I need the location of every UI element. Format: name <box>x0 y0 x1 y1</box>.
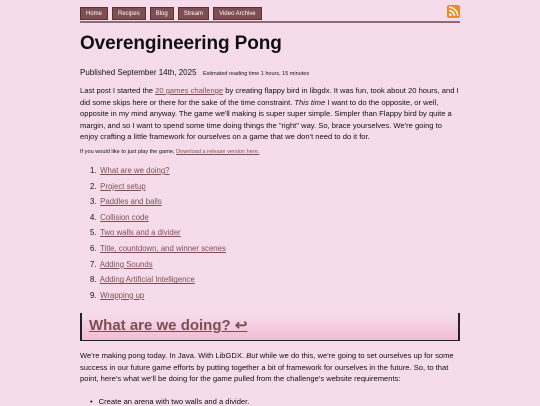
intro-paragraph <box>80 85 460 143</box>
section-paragraph <box>80 350 460 385</box>
toc-link[interactable]: What are we doing? <box>100 166 170 175</box>
top-nav <box>80 7 460 23</box>
intro-text-1: Last post I started the <box>80 86 156 95</box>
toc-link[interactable]: Adding Sounds <box>99 259 153 269</box>
nav-buttons <box>80 7 460 20</box>
toc-item: 8. Adding Artificial Intelligence <box>90 275 195 285</box>
nav-stream[interactable]: Stream <box>178 7 209 20</box>
section-heading-link[interactable]: What are we doing? ↩ <box>89 317 248 334</box>
download-link[interactable]: Download a release version here. <box>176 149 260 155</box>
toc-item: 6. Title, countdown, and winner scenes <box>90 243 226 253</box>
section-heading <box>80 313 460 341</box>
challenge-link[interactable]: 20 games challenge <box>155 86 224 95</box>
toc-link[interactable]: Adding Artificial Intelligence <box>99 275 195 285</box>
nav-recipes[interactable]: Recipes <box>112 7 146 20</box>
nav-blog[interactable]: Blog <box>150 7 174 20</box>
intro-emphasis: This time <box>294 97 326 107</box>
toc-item: 4. Collision code <box>90 212 149 222</box>
nav-video-archive[interactable]: Video Archive <box>213 7 262 20</box>
list-item: • Create an arena with two walls and a divider. <box>90 397 249 406</box>
reading-time: Estimated reading time 1 hours, 15 minutes <box>202 71 310 77</box>
toc-link[interactable]: Title, countdown, and winner scenes <box>100 243 226 253</box>
toc-link[interactable]: Two walls and a divider <box>100 228 181 238</box>
toc-item: 1. What are we doing? <box>90 166 170 175</box>
toc-item: 7. Adding Sounds <box>90 259 153 269</box>
play-note-text: If you would like to just play the game, <box>80 149 177 155</box>
toc-item: 9. Wrapping up <box>90 290 145 300</box>
intro-text-2: by creating flappy bird in libgdx. It was fun, took about 20 hours, and I did some skips here or there for the sake of the time constraint. <box>80 86 459 107</box>
rss-icon[interactable] <box>447 5 460 18</box>
page-title: Overengineering Pong <box>80 33 282 54</box>
toc-link[interactable]: Paddles and balls <box>100 197 162 207</box>
toc-link[interactable]: Project setup <box>100 181 146 191</box>
nav-home[interactable]: Home <box>80 7 108 20</box>
section-emphasis: But <box>246 351 258 360</box>
toc-link[interactable]: Wrapping up <box>100 290 145 300</box>
published-date: Published September 14th, 2025 <box>80 68 197 77</box>
section-text-1: We're making pong today. In Java. With LibGDX. <box>80 351 247 360</box>
toc-item: 5. Two walls and a divider <box>90 228 181 238</box>
intro-text-3: I want to do the opposite, or well, opposite in my mind anyway. The game we'll making is super super simple. Simpler than Flappy bird by quite a margin, and so I want to spend some time doing things the "right" way. So, brace yourselves. We're going to enjoy crafting a little framework for ourselves on a game that we don't need to do it for. <box>80 97 452 142</box>
toc-item: 2. Project setup <box>90 181 146 191</box>
toc-link[interactable]: Collision code <box>100 212 149 222</box>
toc-item: 3. Paddles and balls <box>90 197 162 207</box>
play-note <box>80 149 259 155</box>
section-text-2: while we do this, we're going to set ourselves up for some success in our future game efforts by putting together a bit of framework for ourselves in the future. So, to that point, here's what we'll be doing for the game pulled from the challenge's website requirements: <box>80 351 454 384</box>
nav-divider <box>80 21 460 23</box>
table-of-contents <box>90 165 226 305</box>
post-meta <box>80 62 309 80</box>
